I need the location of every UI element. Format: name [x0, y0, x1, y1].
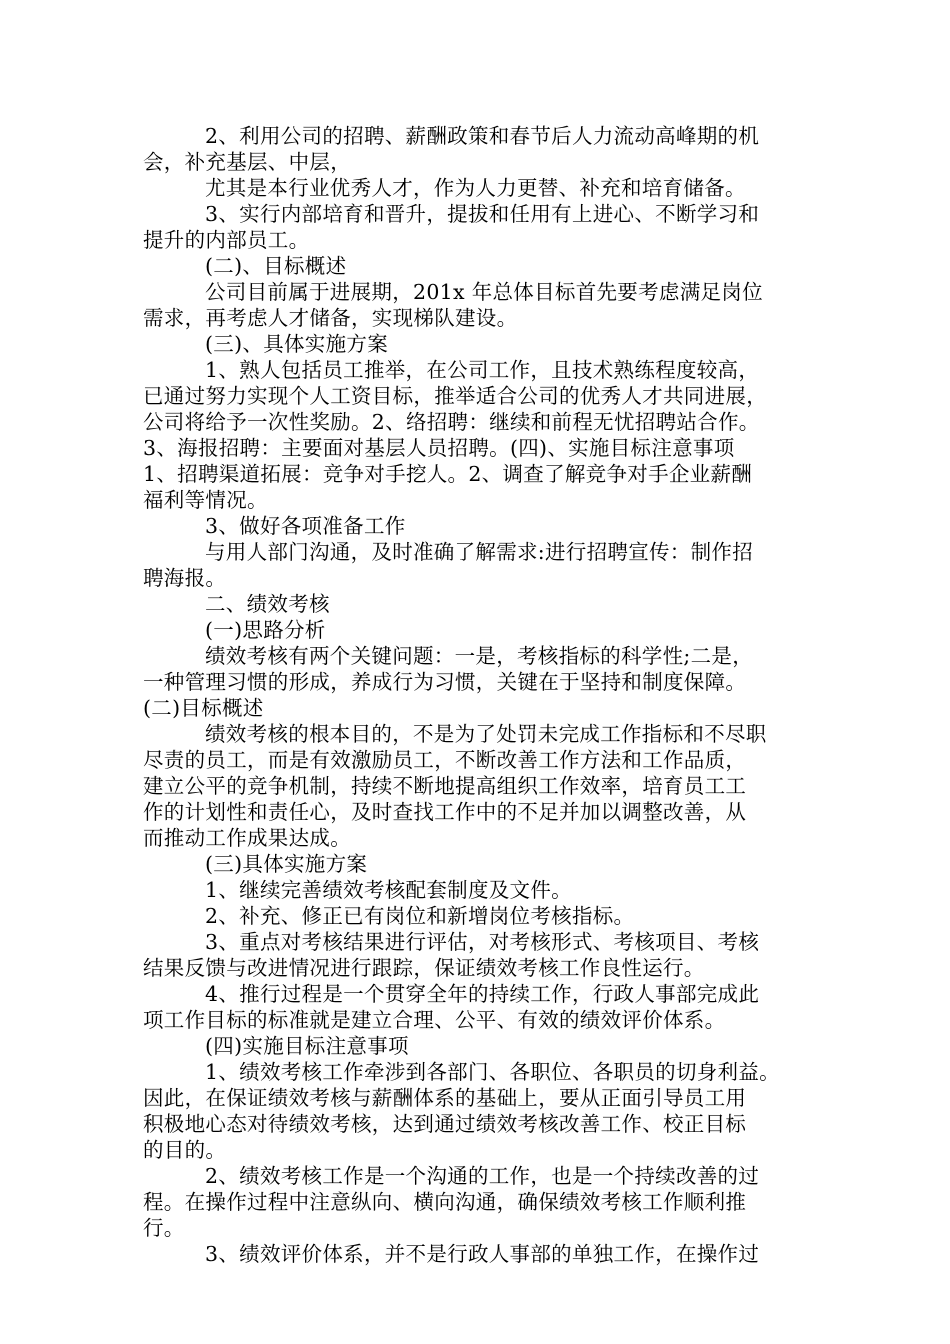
- text-line: 3、做好各项准备工作: [205, 514, 406, 538]
- text-line: (二)、目标概述: [205, 254, 347, 278]
- text-line: 项工作目标的标准就是建立合理、公平、有效的绩效评价体系。: [143, 1008, 726, 1032]
- text-line: 二、绩效考核: [205, 592, 330, 616]
- text-line: 1、熟人包括员工推举，在公司工作，且技术熟练程度较高，: [205, 358, 760, 382]
- text-line: 绩效考核有两个关键问题：一是，考核指标的科学性;二是，: [205, 644, 754, 668]
- text-line: 1、招聘渠道拓展：竞争对手挖人。2、调查了解竞争对手企业薪酬: [143, 462, 753, 486]
- text-line: 绩效考核的根本目的，不是为了处罚未完成工作指标和不尽职: [205, 722, 767, 746]
- text-line: (二)目标概述: [143, 696, 264, 720]
- document-body: [143, 123, 833, 1267]
- text-line: (一)思路分析: [205, 618, 326, 642]
- text-line: 3、绩效评价体系，并不是行政人事部的单独工作，在操作过: [205, 1242, 760, 1266]
- text-line: 4、推行过程是一个贯穿全年的持续工作，行政人事部完成此: [205, 982, 760, 1006]
- text-line: (三)、具体实施方案: [205, 332, 388, 356]
- text-line: (四)实施目标注意事项: [205, 1034, 409, 1058]
- text-line: 聘海报。: [143, 566, 227, 590]
- text-line: 程。在操作过程中注意纵向、横向沟通，确保绩效考核工作顺利推: [143, 1190, 747, 1214]
- text-line: 3、重点对考核结果进行评估，对考核形式、考核项目、考核: [205, 930, 760, 954]
- text-line: 结果反馈与改进情况进行跟踪，保证绩效考核工作良性运行。: [143, 956, 705, 980]
- text-line: 积极地心态对待绩效考核，达到通过绩效考核改善工作、校正目标: [143, 1112, 747, 1136]
- text-line: 因此，在保证绩效考核与薪酬体系的基础上，要从正面引导员工用: [143, 1086, 747, 1110]
- text-line: 1、绩效考核工作牵涉到各部门、各职位、各职员的切身利益。: [205, 1060, 780, 1084]
- text-line: 3、实行内部培育和晋升，提拔和任用有上进心、不断学习和: [205, 202, 760, 226]
- text-line: 一种管理习惯的形成，养成行为习惯，关键在于坚持和制度保障。: [143, 670, 747, 694]
- text-line: 行。: [143, 1216, 185, 1240]
- text-line: (三)具体实施方案: [205, 852, 368, 876]
- text-line: 2、利用公司的招聘、薪酬政策和春节后人力流动高峰期的机: [205, 124, 760, 148]
- text-line: 2、补充、修正已有岗位和新增岗位考核指标。: [205, 904, 635, 928]
- text-line: 的目的。: [143, 1138, 227, 1162]
- text-line: 2、绩效考核工作是一个沟通的工作，也是一个持续改善的过: [205, 1164, 760, 1188]
- text-line: 已通过努力实现个人工资目标，推举适合公司的优秀人才共同进展，: [143, 384, 767, 408]
- text-line: 公司目前属于进展期，201x 年总体目标首先要考虑满足岗位: [205, 280, 763, 304]
- text-line: 与用人部门沟通，及时准确了解需求:进行招聘宣传：制作招: [205, 540, 754, 564]
- text-line: 尤其是本行业优秀人才，作为人力更替、补充和培育储备。: [205, 176, 746, 200]
- text-line: 1、继续完善绩效考核配套制度及文件。: [205, 878, 572, 902]
- text-line: 提升的内部员工。: [143, 228, 310, 252]
- text-line: 而推动工作成果达成。: [143, 826, 351, 850]
- text-line: 3、海报招聘：主要面对基层人员招聘。(四)、实施目标注意事项: [143, 436, 735, 460]
- text-line: 尽责的员工，而是有效激励员工，不断改善工作方法和工作品质，: [143, 748, 747, 772]
- text-line: 会，补充基层、中层，: [143, 150, 351, 174]
- text-line: 作的计划性和责任心，及时查找工作中的不足并加以调整改善，从: [143, 800, 747, 824]
- text-line: 公司将给予一次性奖励。2、络招聘：继续和前程无忧招聘站合作。: [143, 410, 760, 434]
- text-line: 建立公平的竞争机制，持续不断地提高组织工作效率，培育员工工: [143, 774, 747, 798]
- text-line: 需求，再考虑人才储备，实现梯队建设。: [143, 306, 518, 330]
- text-line: 福利等情况。: [143, 488, 268, 512]
